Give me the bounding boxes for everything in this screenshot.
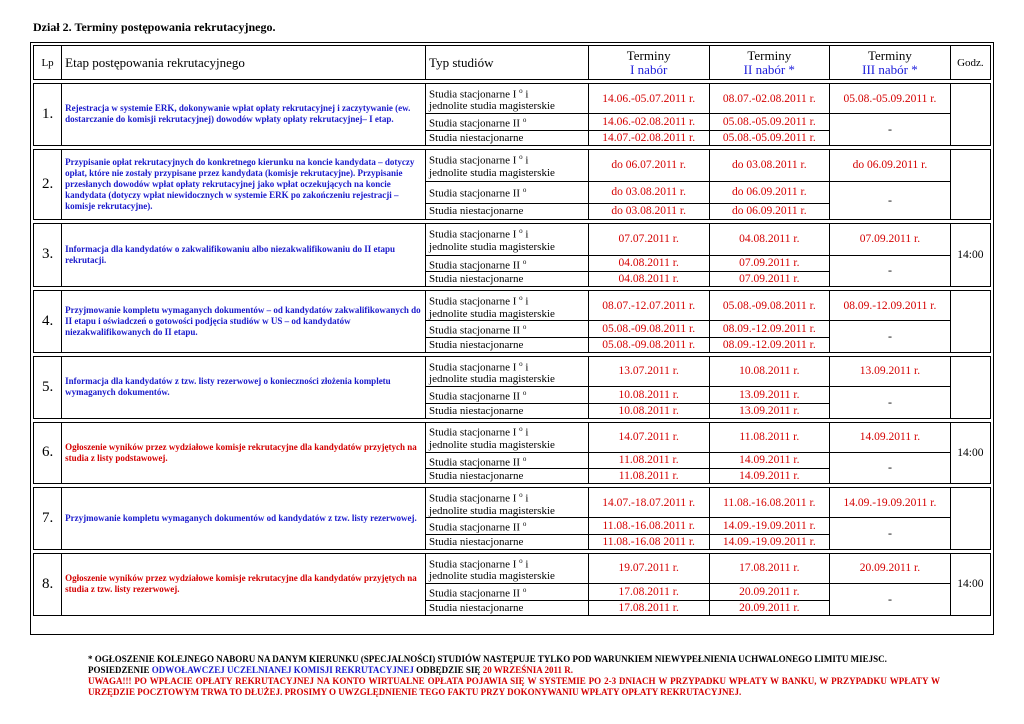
- study-type-and: i: [522, 492, 529, 505]
- header-nabor-1-label: I nabór: [630, 61, 668, 77]
- date-nabor-1: 07.07.2011 r.: [588, 223, 709, 255]
- study-type-label: Studia stacjonarne II: [429, 117, 521, 130]
- study-type-stacjonarne-2: [426, 452, 589, 469]
- date-nabor-2: 20.09.2011 r.: [709, 600, 830, 615]
- date-nabor-1: do 03.08.2011 r.: [588, 181, 709, 203]
- date-nabor-2: 17.08.2011 r.: [709, 553, 830, 583]
- date-nabor-1: 04.08.2011 r.: [588, 272, 709, 287]
- study-type-niestacjonarne: Studia niestacjonarne: [426, 130, 589, 145]
- date-nabor-2: 05.08.-09.08.2011 r.: [709, 291, 830, 321]
- study-type-jednolite: jednolite studia magisterskie: [429, 438, 555, 451]
- study-type-and: i: [522, 295, 529, 308]
- date-nabor-2: 14.09.2011 r.: [709, 452, 830, 469]
- date-nabor-2: 11.08.2011 r.: [709, 422, 830, 452]
- stage-description: Rejestracja w systemie ERK, dokonywanie wpłat opłaty rekrutacyjnej i zaczytywanie (ew. dostarczanie do komisji rekrutacyjnej) dowodów wpłaty opłaty rekrutacyjnej– I etap.: [62, 84, 426, 146]
- study-type-and: i: [522, 361, 529, 374]
- study-type-label: Studia stacjonarne II: [429, 390, 521, 403]
- table-row: [34, 488, 991, 518]
- schedule-table-frame: [30, 42, 994, 635]
- date-nabor-2: 11.08.-16.08.2011 r.: [709, 488, 830, 518]
- degree-mark: o: [519, 293, 523, 302]
- degree-mark: o: [519, 490, 523, 499]
- header-godz: Godz.: [950, 46, 990, 80]
- date-nabor-1: 14.06.-02.08.2011 r.: [588, 114, 709, 131]
- study-type-niestacjonarne: Studia niestacjonarne: [426, 203, 589, 219]
- date-nabor-2: 14.09.-19.09.2011 r.: [709, 534, 830, 549]
- date-nabor-2: 08.07.-02.08.2011 r.: [709, 84, 830, 114]
- study-type-stacjonarne-1: [426, 291, 589, 321]
- study-type-stacjonarne-1: [426, 223, 589, 255]
- date-nabor-1: 14.07.-18.07.2011 r.: [588, 488, 709, 518]
- degree-mark: o: [519, 153, 523, 162]
- date-nabor-2: 08.09.-12.09.2011 r.: [709, 321, 830, 338]
- date-nabor-2: 04.08.2011 r.: [709, 223, 830, 255]
- date-nabor-3: 20.09.2011 r.: [830, 553, 951, 583]
- date-nabor-1: 10.08.2011 r.: [588, 386, 709, 403]
- study-type-niestacjonarne: Studia niestacjonarne: [426, 272, 589, 287]
- study-type-jednolite: jednolite studia magisterskie: [429, 166, 555, 179]
- nabor-3-not-applicable: -: [830, 181, 951, 219]
- header-row: [34, 46, 991, 80]
- study-type-niestacjonarne: Studia niestacjonarne: [426, 337, 589, 352]
- header-lp: Lp: [34, 46, 62, 80]
- degree-mark: o: [522, 585, 527, 594]
- study-type-stacjonarne-1: [426, 488, 589, 518]
- study-type-label: Studia stacjonarne I: [429, 228, 517, 241]
- stage-number: 8.: [34, 553, 62, 615]
- study-type-stacjonarne-2: [426, 255, 589, 272]
- study-type-label: Studia stacjonarne II: [429, 324, 521, 337]
- header-typ: Typ studiów: [426, 46, 589, 80]
- stage-description: Przyjmowanie kompletu wymaganych dokumentów od kandydatów z tzw. listy rezerwowej.: [62, 488, 426, 550]
- date-nabor-1: 11.08.-16.08.2011 r.: [588, 518, 709, 535]
- degree-mark: o: [519, 556, 523, 565]
- study-type-niestacjonarne: Studia niestacjonarne: [426, 403, 589, 418]
- header-terminy-label: Terminy: [868, 47, 912, 63]
- table-row: [34, 422, 991, 452]
- date-nabor-1: 04.08.2011 r.: [588, 255, 709, 272]
- date-nabor-1: 14.06.-05.07.2011 r.: [588, 84, 709, 114]
- stage-description: Ogłoszenie wyników przez wydziałowe komisje rekrutacyjne dla kandydatów przyjętych na studia z tzw. listy rezerwowej.: [62, 553, 426, 615]
- nabor-3-not-applicable: -: [830, 255, 951, 287]
- stage-number: 7.: [34, 488, 62, 550]
- header-etap: Etap postępowania rekrutacyjnego: [62, 46, 426, 80]
- date-nabor-2: 14.09.2011 r.: [709, 469, 830, 484]
- degree-mark: o: [522, 257, 527, 266]
- study-type-and: i: [522, 154, 529, 167]
- table-row: [34, 356, 991, 386]
- hour-cell: [950, 488, 990, 550]
- nabor-3-not-applicable: -: [830, 386, 951, 418]
- date-nabor-2: do 03.08.2011 r.: [709, 149, 830, 181]
- study-type-label: Studia stacjonarne I: [429, 154, 517, 167]
- date-nabor-2: do 06.09.2011 r.: [709, 181, 830, 203]
- date-nabor-2: 20.09.2011 r.: [709, 583, 830, 600]
- study-type-stacjonarne-2: [426, 114, 589, 131]
- study-type-jednolite: jednolite studia magisterskie: [429, 570, 555, 583]
- stage-description: Przyjmowanie kompletu wymaganych dokumentów – od kandydatów zakwalifikowanych do II etapu i oświadczeń o gotowości podjęcia studiów w US – od kandydatów niezakwalifikowanych do II etapu.: [62, 291, 426, 353]
- schedule-table: [33, 45, 991, 616]
- study-type-stacjonarne-1: [426, 149, 589, 181]
- date-nabor-2: 05.08.-05.09.2011 r.: [709, 114, 830, 131]
- date-nabor-3: 05.08.-05.09.2011 r.: [830, 84, 951, 114]
- study-type-stacjonarne-2: [426, 321, 589, 338]
- table-row: [34, 223, 991, 255]
- study-type-jednolite: jednolite studia magisterskie: [429, 307, 555, 320]
- date-nabor-1: 17.08.2011 r.: [588, 600, 709, 615]
- study-type-niestacjonarne: Studia niestacjonarne: [426, 469, 589, 484]
- table-row: [34, 84, 991, 114]
- study-type-niestacjonarne: Studia niestacjonarne: [426, 600, 589, 615]
- study-type-label: Studia stacjonarne II: [429, 259, 521, 272]
- date-nabor-2: 10.08.2011 r.: [709, 356, 830, 386]
- date-nabor-2: 07.09.2011 r.: [709, 272, 830, 287]
- study-type-stacjonarne-2: [426, 518, 589, 535]
- degree-mark: o: [519, 227, 523, 236]
- hour-cell: 14:00: [950, 223, 990, 287]
- hour-cell: 14:00: [950, 553, 990, 615]
- stage-number: 1.: [34, 84, 62, 146]
- study-type-label: Studia stacjonarne II: [429, 187, 521, 200]
- degree-mark: o: [522, 520, 527, 529]
- date-nabor-2: 07.09.2011 r.: [709, 255, 830, 272]
- study-type-jednolite: jednolite studia magisterskie: [429, 504, 555, 517]
- date-nabor-2: 13.09.2011 r.: [709, 403, 830, 418]
- study-type-stacjonarne-1: [426, 356, 589, 386]
- date-nabor-2: 14.09.-19.09.2011 r.: [709, 518, 830, 535]
- degree-mark: o: [519, 359, 523, 368]
- hour-cell: [950, 149, 990, 219]
- nabor-3-not-applicable: -: [830, 321, 951, 353]
- study-type-label: Studia stacjonarne I: [429, 558, 517, 571]
- date-nabor-1: do 06.07.2011 r.: [588, 149, 709, 181]
- document-title: Dział 2. Terminy postępowania rekrutacyjnego.: [33, 20, 276, 34]
- date-nabor-2: 05.08.-05.09.2011 r.: [709, 130, 830, 145]
- study-type-jednolite: jednolite studia magisterskie: [429, 100, 555, 113]
- nabor-3-not-applicable: -: [830, 518, 951, 550]
- header-nabor-1: [588, 46, 709, 80]
- stage-description: Informacja dla kandydatów z tzw. listy rezerwowej o konieczności złożenia kompletu wymaganych dokumentów.: [62, 356, 426, 418]
- date-nabor-1: 05.08.-09.08.2011 r.: [588, 337, 709, 352]
- nabor-3-not-applicable: -: [830, 114, 951, 146]
- date-nabor-3: 14.09.2011 r.: [830, 422, 951, 452]
- stage-number: 2.: [34, 149, 62, 219]
- study-type-and: i: [522, 558, 529, 571]
- date-nabor-2: 13.09.2011 r.: [709, 386, 830, 403]
- date-nabor-3: do 06.09.2011 r.: [830, 149, 951, 181]
- study-type-stacjonarne-2: [426, 181, 589, 203]
- date-nabor-3: 07.09.2011 r.: [830, 223, 951, 255]
- date-nabor-3: 14.09.-19.09.2011 r.: [830, 488, 951, 518]
- stage-number: 4.: [34, 291, 62, 353]
- table-row: [34, 291, 991, 321]
- table-row: [34, 149, 991, 181]
- header-nabor-3-label: III nabór *: [862, 61, 918, 77]
- schedule-rows: [34, 80, 991, 616]
- study-type-stacjonarne-1: [426, 422, 589, 452]
- posiedzenie-date: 20 WRZEŚNIA 2011 R.: [482, 665, 574, 675]
- date-nabor-1: 05.08.-09.08.2011 r.: [588, 321, 709, 338]
- study-type-label: Studia stacjonarne II: [429, 456, 521, 469]
- study-type-label: Studia stacjonarne I: [429, 492, 517, 505]
- header-nabor-2: [709, 46, 830, 80]
- study-type-label: Studia stacjonarne I: [429, 295, 517, 308]
- degree-mark: o: [522, 454, 527, 463]
- study-type-label: Studia stacjonarne II: [429, 521, 521, 534]
- date-nabor-3: 08.09.-12.09.2011 r.: [830, 291, 951, 321]
- footer-note-posiedzenie: [88, 665, 940, 676]
- nabor-3-not-applicable: -: [830, 583, 951, 615]
- degree-mark: o: [522, 323, 527, 332]
- stage-number: 5.: [34, 356, 62, 418]
- degree-mark: o: [522, 116, 527, 124]
- degree-mark: o: [519, 425, 523, 434]
- stage-description: Informacja dla kandydatów o zakwalifikowaniu albo niezakwalifikowaniu do II etapu rekrutacji.: [62, 223, 426, 287]
- study-type-stacjonarne-2: [426, 583, 589, 600]
- stage-number: 3.: [34, 223, 62, 287]
- date-nabor-1: 17.08.2011 r.: [588, 583, 709, 600]
- study-type-and: i: [522, 426, 529, 439]
- study-type-label: Studia stacjonarne I: [429, 88, 517, 101]
- date-nabor-1: 11.08.2011 r.: [588, 469, 709, 484]
- nabor-3-not-applicable: -: [830, 452, 951, 484]
- study-type-label: Studia stacjonarne I: [429, 426, 517, 439]
- hour-cell: [950, 291, 990, 353]
- study-type-stacjonarne-2: [426, 386, 589, 403]
- header-nabor-2-label: II nabór *: [743, 61, 795, 77]
- study-type-jednolite: jednolite studia magisterskie: [429, 373, 555, 386]
- study-type-and: i: [522, 88, 529, 101]
- study-type-stacjonarne-1: [426, 84, 589, 114]
- study-type-label: Studia stacjonarne II: [429, 587, 521, 600]
- date-nabor-2: do 06.09.2011 r.: [709, 203, 830, 219]
- date-nabor-1: 10.08.2011 r.: [588, 403, 709, 418]
- date-nabor-1: do 03.08.2011 r.: [588, 203, 709, 219]
- degree-mark: o: [522, 186, 527, 195]
- date-nabor-1: 11.08.2011 r.: [588, 452, 709, 469]
- footer-warning: UWAGA!!! PO WPŁACIE OPŁATY REKRUTACYJNEJ NA KONTO WIRTUALNE OPŁATA POJAWIA SIĘ W SYSTEMIE PO 2-3 DNIACH W PRZYPADKU WPŁATY W BANKU, W PRZYPADKU WPŁATY W URZĘDZIE POCZTOWYM TRWA TO DŁUŻEJ. PROSIMY O UWZGLĘDNIENIE TEGO FAKTU PRZY DOKONYWANIU WPŁATY OPŁATY REKRUTACYJNEJ.: [88, 676, 940, 697]
- date-nabor-1: 08.07.-12.07.2011 r.: [588, 291, 709, 321]
- posiedzenie-suffix: ODBĘDZIE SIĘ: [413, 665, 483, 675]
- date-nabor-1: 14.07.-02.08.2011 r.: [588, 130, 709, 145]
- posiedzenie-prefix: POSIEDZENIE: [88, 665, 152, 675]
- date-nabor-1: 11.08.-16.08 2011 r.: [588, 534, 709, 549]
- date-nabor-2: 08.09.-12.09.2011 r.: [709, 337, 830, 352]
- hour-cell: [950, 356, 990, 418]
- date-nabor-1: 14.07.2011 r.: [588, 422, 709, 452]
- hour-cell: [950, 84, 990, 146]
- header-nabor-3: [830, 46, 951, 80]
- stage-description: Przypisanie opłat rekrutacyjnych do konkretnego kierunku na koncie kandydata – dotyczy opłat, które nie zostały przypisane przez kandydata (komisje rekrutacyjne). Przypisanie przesłanych dowodów wpłat opłaty rekrutacyjnej jako wpłat oczekujących na koncie kandydata (dotyczy wpłat niewidocznych w systemie ERK po zakończeniu rejestracji – komisje rekrutacyjne).: [62, 149, 426, 219]
- date-nabor-3: 13.09.2011 r.: [830, 356, 951, 386]
- footer-note-limit: * OGŁOSZENIE KOLEJNEGO NABORU NA DANYM KIERUNKU (SPECJALNOŚCI) STUDIÓW NASTĘPUJE TYLKO POD WARUNKIEM NIEWYPEŁNIENIA UCHWALONEGO LIMITU MIEJSC.: [88, 654, 887, 664]
- posiedzenie-committee: ODWOŁAWCZEJ UCZELNIANEJ KOMISJI REKRUTACYJNEJ: [151, 665, 414, 675]
- footer-notes: [88, 654, 940, 698]
- study-type-label: Studia stacjonarne I: [429, 361, 517, 374]
- hour-cell: 14:00: [950, 422, 990, 484]
- degree-mark: o: [519, 86, 523, 95]
- study-type-and: i: [522, 228, 529, 241]
- header-terminy-label: Terminy: [626, 47, 671, 63]
- study-type-niestacjonarne: Studia niestacjonarne: [426, 534, 589, 549]
- study-type-jednolite: jednolite studia magisterskie: [429, 240, 555, 253]
- table-row: [34, 553, 991, 583]
- stage-description: Ogłoszenie wyników przez wydziałowe komisje rekrutacyjne dla kandydatów przyjętych na studia z listy podstawowej.: [62, 422, 426, 484]
- degree-mark: o: [522, 388, 527, 397]
- date-nabor-1: 13.07.2011 r.: [588, 356, 709, 386]
- header-terminy-label: Terminy: [747, 47, 792, 63]
- date-nabor-1: 19.07.2011 r.: [588, 553, 709, 583]
- study-type-stacjonarne-1: [426, 553, 589, 583]
- stage-number: 6.: [34, 422, 62, 484]
